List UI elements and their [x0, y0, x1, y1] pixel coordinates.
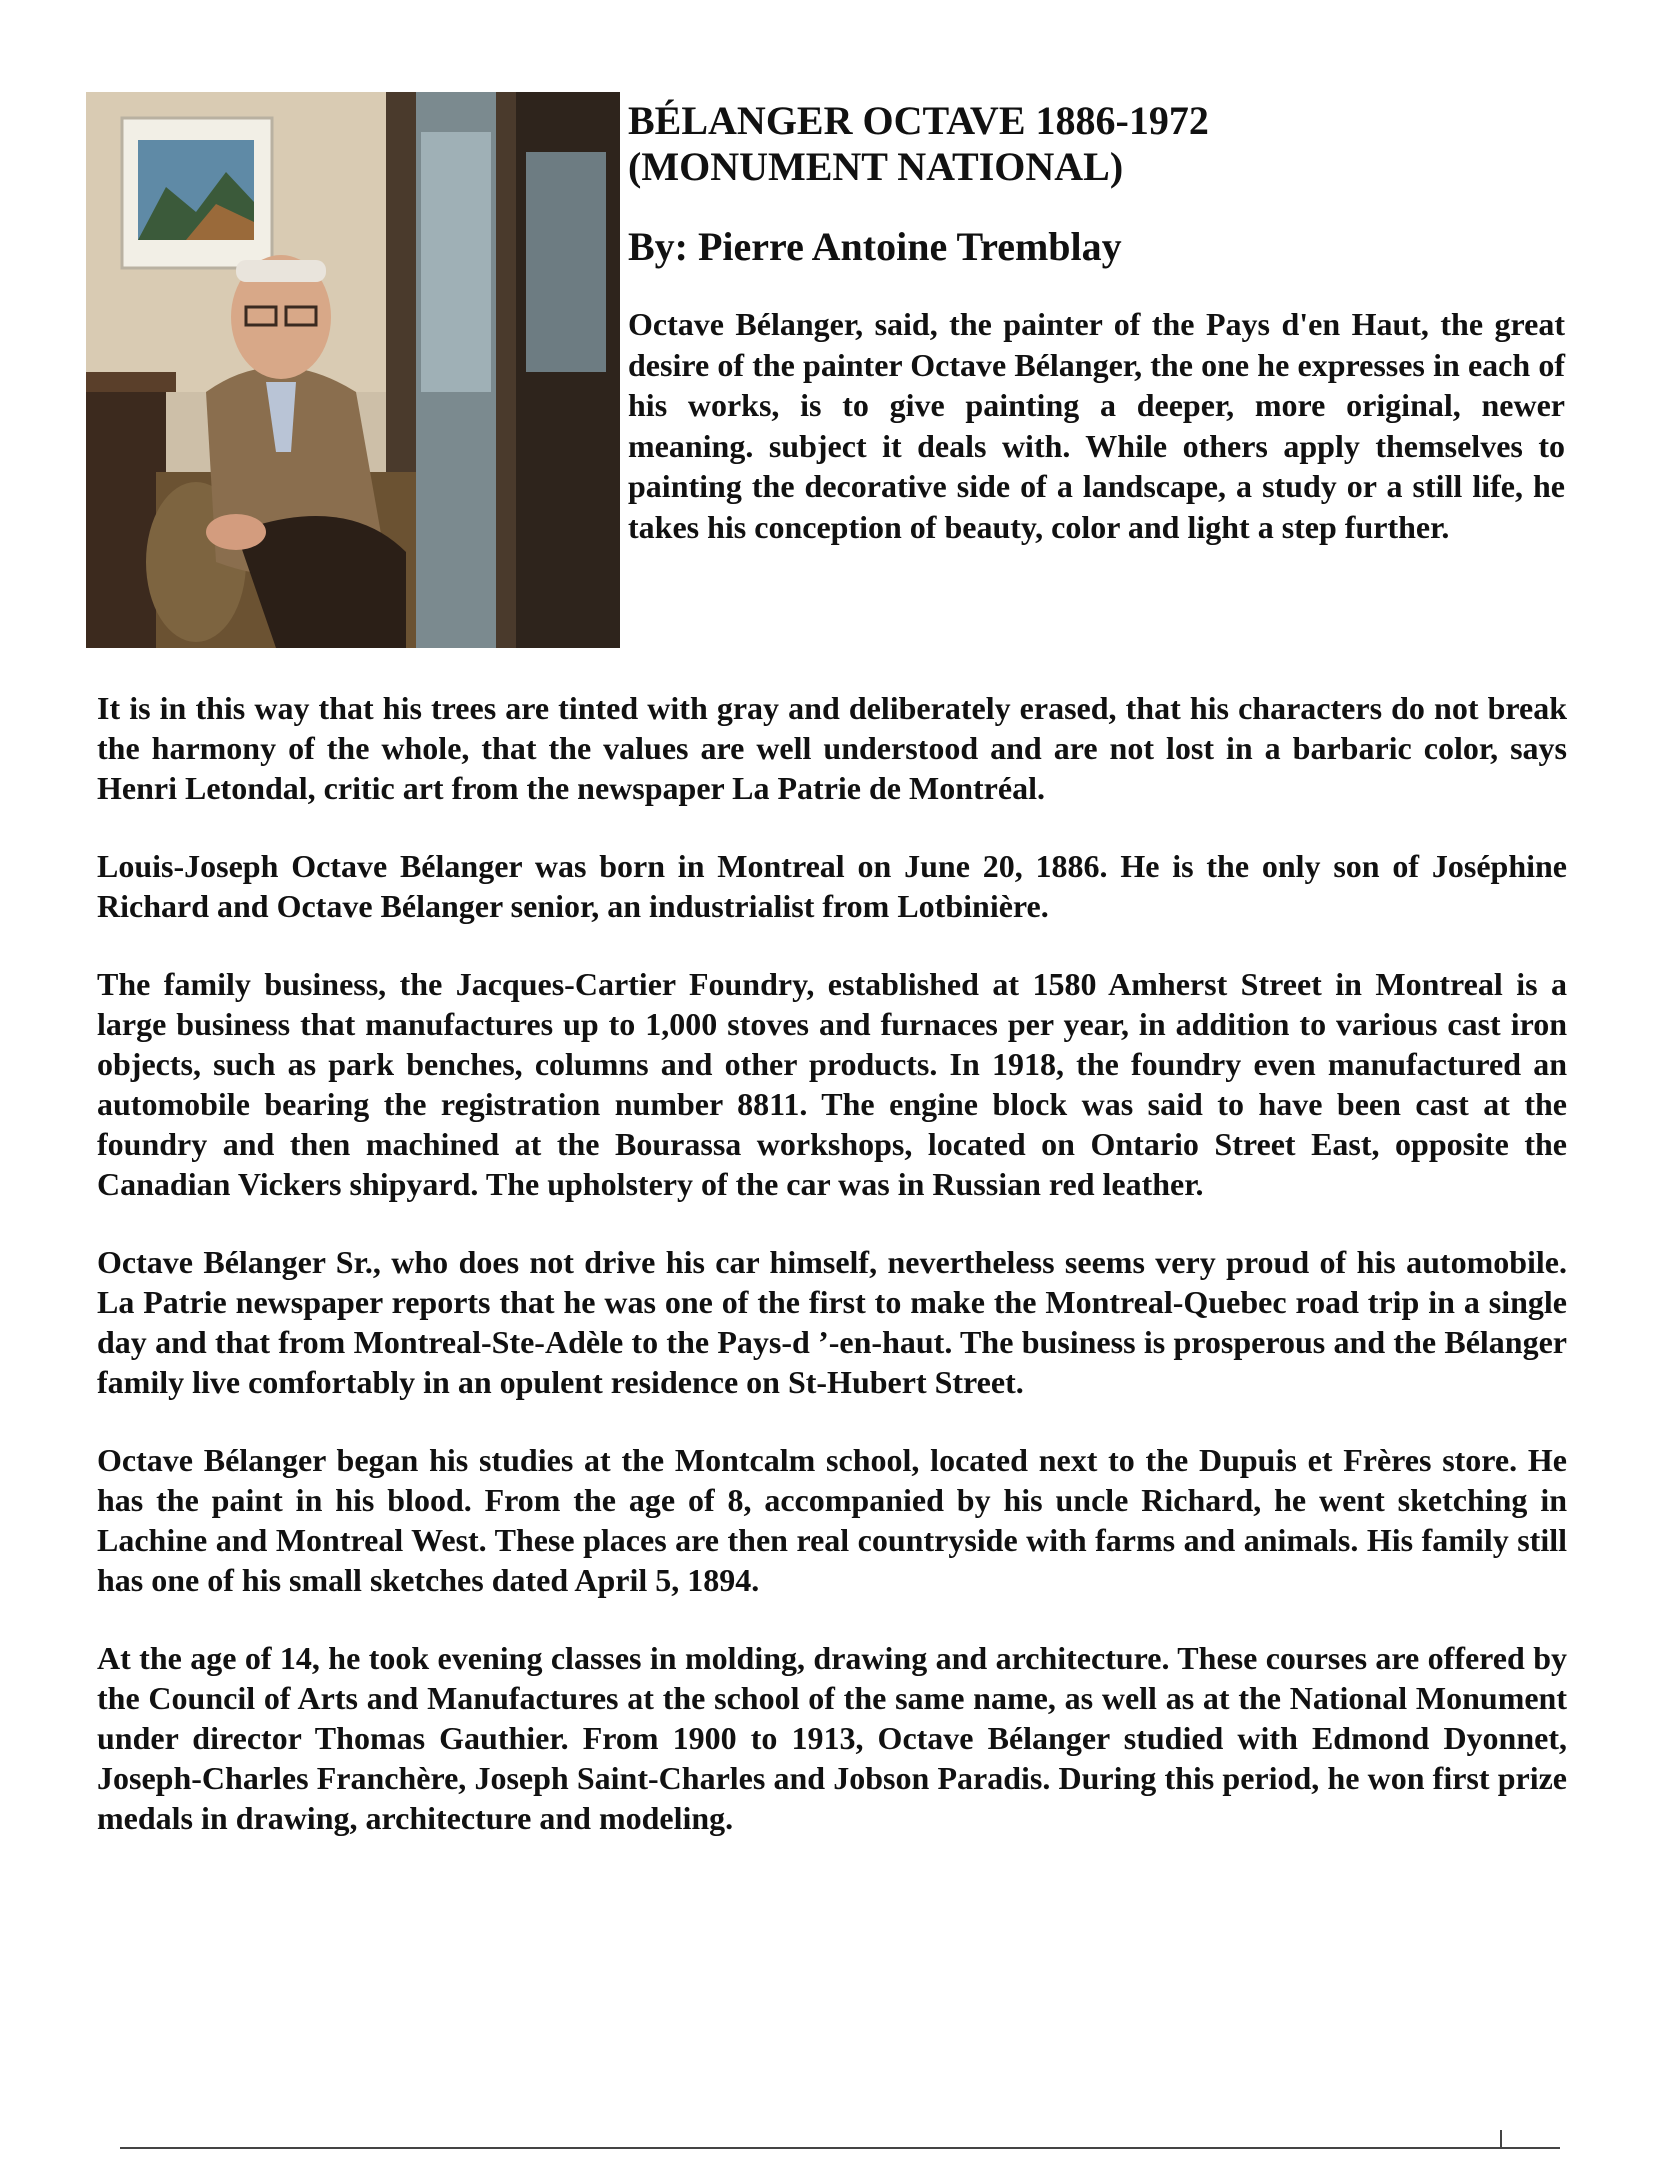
paragraph-3: The family business, the Jacques-Cartier Foundry, established at 1580 Amherst Street in Montreal is a large business that manufactures up to 1,000 stoves and furnaces per year, in addition to various cast iron objects, such as park benches, columns and other products. In 1918, the foundry even manufactured an automobile bearing the registration number 8811. The engine block was said to have been cast at the foundry and then machined at the Bourassa workshops, located on Ontario Street East, opposite the Canadian Vickers shipyard. The upholstery of the car was in Russian red leather.: [97, 966, 1567, 1202]
paragraph-6: At the age of 14, he took evening classes in molding, drawing and architecture. These courses are offered by the Council of Arts and Manufactures at the school of the same name, as well as at the National Monument under director Thomas Gauthier. From 1900 to 1913, Octave Bélanger studied with Edmond Dyonnet, Joseph-Charles Franchère, Joseph Saint-Charles and Jobson Paradis. During this period, he won first prize medals in drawing, architecture and modeling.: [97, 1640, 1567, 1836]
bottom-divider-tick: [1500, 2130, 1502, 2148]
paragraph-1: It is in this way that his trees are tinted with gray and deliberately erased, that his characters do not break the harmony of the whole, that the values are well understood and are not lost in a barbaric color, says Henri Letondal, critic art from the newspaper La Patrie de Montréal.: [97, 690, 1567, 806]
title-line-2: (MONUMENT NATIONAL): [628, 144, 1124, 189]
portrait-photo-icon: [86, 92, 620, 648]
header-block: [628, 98, 1568, 547]
portrait-photo: [86, 92, 620, 648]
author-byline: By: Pierre Antoine Tremblay: [628, 224, 1122, 269]
paragraph-4: Octave Bélanger Sr., who does not drive his car himself, nevertheless seems very proud of his automobile. La Patrie newspaper reports that he was one of the first to make the Montreal-Quebec road trip in a single day and that from Montreal-Ste-Adèle to the Pays-d ’-en-haut. The business is prosperous and the Bélanger family live comfortably in an opulent residence on St-Hubert Street.: [97, 1244, 1567, 1400]
page-title: [628, 98, 1568, 190]
title-line-1: BÉLANGER OCTAVE 1886-1972: [628, 98, 1209, 143]
intro-paragraph: Octave Bélanger, said, the painter of the Pays d'en Haut, the great desire of the painter Octave Bélanger, the one he expresses in each of his works, is to give painting a deeper, more original, newer meaning. subject it deals with. While others apply themselves to painting the decorative side of a landscape, a study or a still life, he takes his conception of beauty, color and light a step further.: [628, 306, 1565, 545]
paragraph-5: Octave Bélanger began his studies at the Montcalm school, located next to the Dupuis et Frères store. He has the paint in his blood. From the age of 8, accompanied by his uncle Richard, he went sketching in Lachine and Montreal West. These places are then real countryside with farms and animals. His family still has one of his small sketches dated April 5, 1894.: [97, 1442, 1567, 1598]
paragraph-2: Louis-Joseph Octave Bélanger was born in Montreal on June 20, 1886. He is the only son of Joséphine Richard and Octave Bélanger senior, an industrialist from Lotbinière.: [97, 848, 1567, 924]
bottom-divider: [120, 2147, 1560, 2149]
article-body: [97, 688, 1567, 1876]
